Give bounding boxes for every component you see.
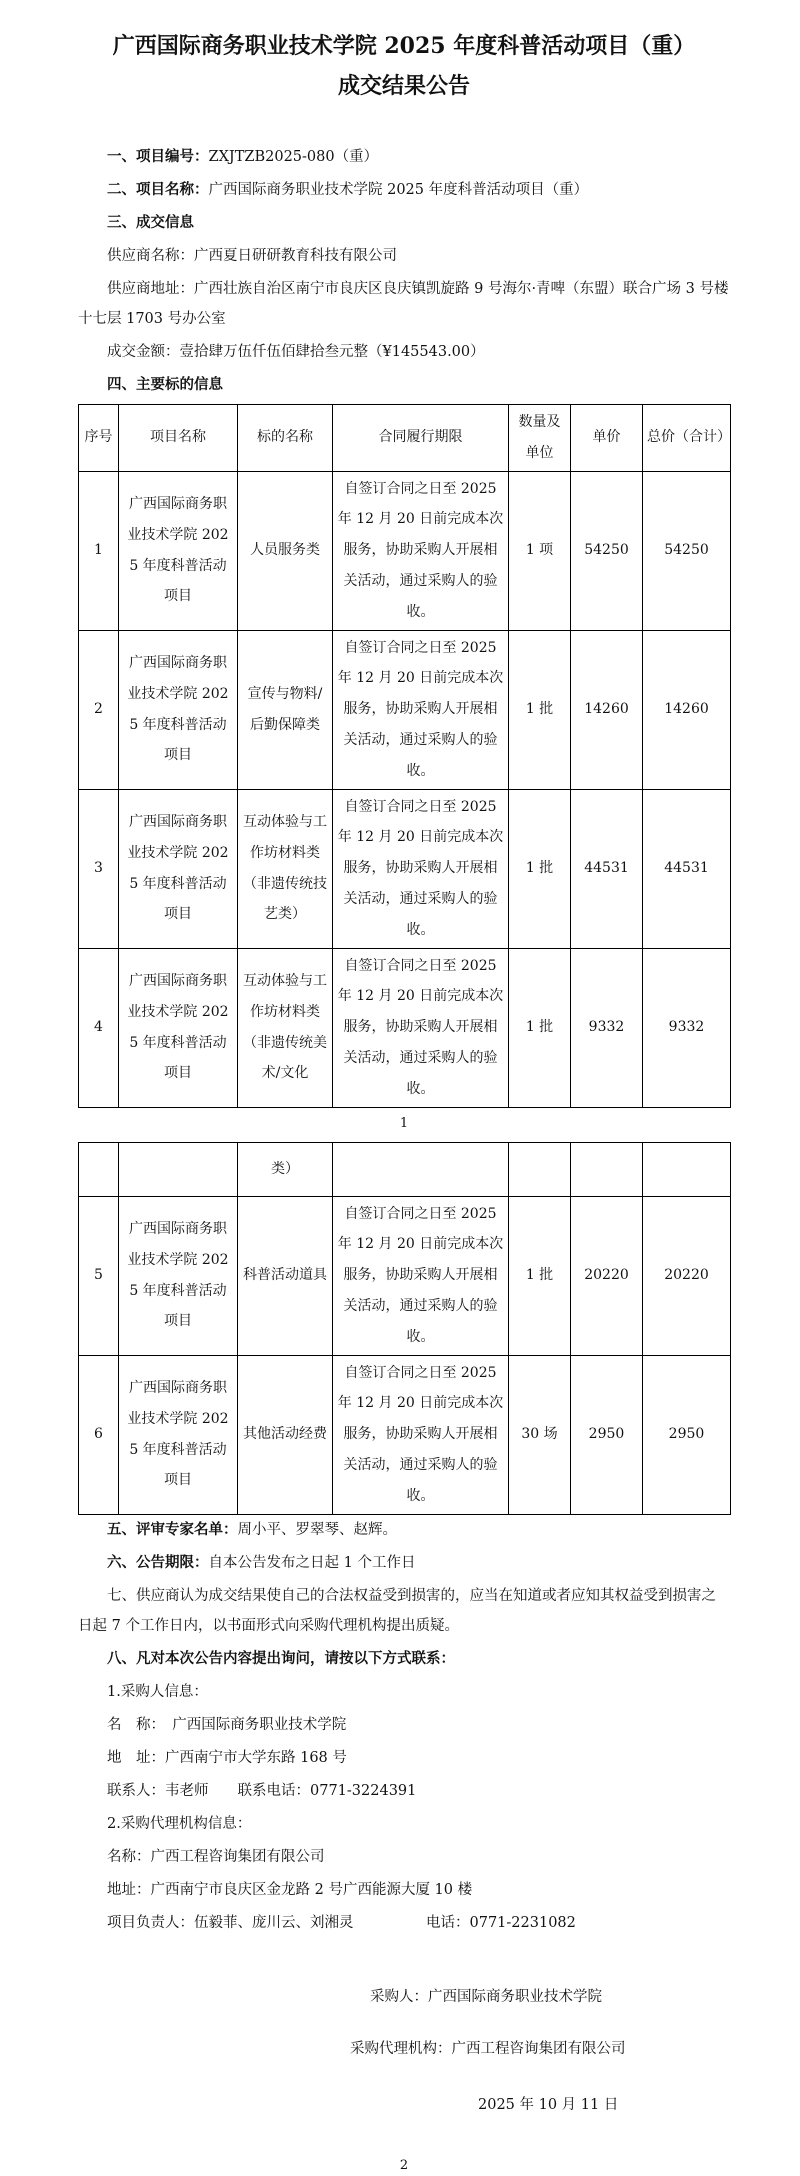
cell-seq: 2 — [79, 630, 119, 789]
buyer-name-line: 名 称： 广西国际商务职业技术学院 — [107, 1716, 347, 1733]
header-qty: 数量及单位 — [509, 405, 571, 472]
page-number-2: 2 — [399, 2157, 409, 2173]
contact-heading: 八、凡对本次公告内容提出询问，请按以下方式联系： — [107, 1649, 455, 1667]
buyer-info-heading: 1.采购人信息： — [107, 1683, 208, 1700]
agency-manager-line: 项目负责人：伍毅菲、庞川云、刘湘灵 电话：0771-2231082 — [107, 1914, 576, 1931]
header-subject: 标的名称 — [238, 405, 333, 472]
header-period: 合同履行期限 — [333, 405, 509, 472]
cell-total — [643, 1142, 731, 1196]
cell-unit-price: 9332 — [571, 948, 643, 1107]
table-header-row — [79, 405, 731, 472]
project-number-label: 一、项目编号： — [107, 148, 209, 165]
cell-qty: 1 批 — [509, 948, 571, 1107]
cell-total: 14260 — [643, 630, 731, 789]
cell-total: 2950 — [643, 1355, 731, 1514]
experts-label: 五、评审专家名单： — [107, 1520, 238, 1538]
signature-agency: 采购代理机构：广西工程咨询集团有限公司 — [350, 2040, 626, 2057]
cell-qty: 1 批 — [509, 1196, 571, 1355]
agency-address-line: 地址：广西南宁市良庆区金龙路 2 号广西能源大厦 10 楼 — [107, 1881, 473, 1898]
table-row — [79, 630, 731, 789]
header-unit-price: 单价 — [571, 405, 643, 472]
supplier-address-line: 供应商地址：广西壮族自治区南宁市良庆区良庆镇凯旋路 9 号海尔·青啤（东盟）联合广场 3 号楼十七层 1703 号办公室 — [78, 281, 729, 327]
cell-project: 广西国际商务职业技术学院 2025 年度科普活动项目 — [119, 1355, 238, 1514]
project-name-label: 二、项目名称： — [107, 181, 209, 198]
cell-total: 20220 — [643, 1196, 731, 1355]
table-row — [79, 1355, 731, 1514]
experts-line — [78, 1515, 730, 1545]
cell-period — [333, 1142, 509, 1196]
agency-info-heading: 2.采购代理机构信息： — [107, 1815, 252, 1832]
cell-project: 广西国际商务职业技术学院 2025 年度科普活动项目 — [119, 948, 238, 1107]
page-number-1: 1 — [399, 1115, 409, 1131]
cell-period: 自签订合同之日至 2025 年 12 月 20 日前完成本次服务，协助采购人开展相关活动，通过采购人的验收。 — [333, 630, 509, 789]
cell-project — [119, 1142, 238, 1196]
header-total: 总价（合计） — [643, 405, 731, 472]
table-row — [79, 1196, 731, 1355]
signature-date: 2025 年 10 月 11 日 — [478, 2096, 619, 2113]
cell-seq: 1 — [79, 471, 119, 630]
project-name-value: 广西国际商务职业技术学院 2025 年度科普活动项目（重） — [208, 182, 589, 198]
cell-seq: 5 — [79, 1196, 119, 1355]
cell-subject: 人员服务类 — [238, 471, 333, 630]
supplier-name-line: 供应商名称：广西夏日研研教育科技有限公司 — [107, 248, 397, 264]
deal-info-heading: 三、成交信息 — [107, 214, 194, 231]
notice-period-label: 六、公告期限： — [107, 1553, 209, 1571]
cell-unit-price: 44531 — [571, 789, 643, 948]
cell-seq: 3 — [79, 789, 119, 948]
cell-qty: 1 项 — [509, 471, 571, 630]
cell-unit-price: 54250 — [571, 471, 643, 630]
cell-project: 广西国际商务职业技术学院 2025 年度科普活动项目 — [119, 789, 238, 948]
cell-period: 自签订合同之日至 2025 年 12 月 20 日前完成本次服务，协助采购人开展相关活动，通过采购人的验收。 — [333, 471, 509, 630]
deal-amount-line: 成交金额：壹拾肆万伍仟伍佰肆拾叁元整（¥145543.00） — [107, 344, 485, 360]
cell-seq — [79, 1142, 119, 1196]
cell-project: 广西国际商务职业技术学院 2025 年度科普活动项目 — [119, 1196, 238, 1355]
subject-table-page2 — [78, 1142, 731, 1515]
cell-subject: 互动体验与工作坊材料类（非遗传统美术/文化 — [238, 948, 333, 1107]
cell-seq: 6 — [79, 1355, 119, 1514]
table-row-continuation — [79, 1142, 731, 1196]
notice-period-value: 自本公告发布之日起 1 个工作日 — [208, 1554, 416, 1571]
cell-unit-price: 20220 — [571, 1196, 643, 1355]
cell-subject-continuation: 类） — [238, 1142, 333, 1196]
header-seq: 序号 — [79, 405, 119, 472]
table-row — [79, 471, 731, 630]
subject-table-page1 — [78, 404, 731, 1108]
cell-total: 44531 — [643, 789, 731, 948]
project-number-line — [78, 142, 730, 172]
signature-buyer: 采购人：广西国际商务职业技术学院 — [370, 1988, 602, 2005]
table-row — [79, 789, 731, 948]
cell-seq: 4 — [79, 948, 119, 1107]
cell-unit-price: 14260 — [571, 630, 643, 789]
buyer-address-line: 地 址：广西南宁市大学东路 168 号 — [107, 1749, 347, 1766]
cell-project: 广西国际商务职业技术学院 2025 年度科普活动项目 — [119, 630, 238, 789]
cell-unit-price — [571, 1142, 643, 1196]
cell-total: 54250 — [643, 471, 731, 630]
notice-period-line — [78, 1548, 730, 1578]
cell-subject: 宣传与物料/后勤保障类 — [238, 630, 333, 789]
page-subtitle: 成交结果公告 — [337, 73, 470, 99]
cell-qty — [509, 1142, 571, 1196]
cell-period: 自签订合同之日至 2025 年 12 月 20 日前完成本次服务，协助采购人开展相关活动，通过采购人的验收。 — [333, 948, 509, 1107]
experts-value: 周小平、罗翠琴、赵辉。 — [237, 1521, 397, 1538]
cell-qty: 1 批 — [509, 630, 571, 789]
cell-unit-price: 2950 — [571, 1355, 643, 1514]
cell-subject: 科普活动道具 — [238, 1196, 333, 1355]
subject-info-heading: 四、主要标的信息 — [107, 376, 223, 393]
cell-qty: 1 批 — [509, 789, 571, 948]
cell-period: 自签订合同之日至 2025 年 12 月 20 日前完成本次服务，协助采购人开展相关活动，通过采购人的验收。 — [333, 1196, 509, 1355]
agency-name-line: 名称：广西工程咨询集团有限公司 — [107, 1848, 325, 1865]
project-number-value: ZXJTZB2025-080（重） — [208, 149, 379, 165]
objection-paragraph: 七、供应商认为成交结果使自己的合法权益受到损害的，应当在知道或者应知其权益受到损害之日起 7 个工作日内，以书面形式向采购代理机构提出质疑。 — [78, 1587, 716, 1634]
title-block — [78, 30, 730, 102]
cell-subject: 互动体验与工作坊材料类（非遗传统技艺类） — [238, 789, 333, 948]
cell-period: 自签订合同之日至 2025 年 12 月 20 日前完成本次服务，协助采购人开展相关活动，通过采购人的验收。 — [333, 1355, 509, 1514]
project-name-line — [78, 175, 730, 205]
cell-project: 广西国际商务职业技术学院 2025 年度科普活动项目 — [119, 471, 238, 630]
table-row — [79, 948, 731, 1107]
cell-qty: 30 场 — [509, 1355, 571, 1514]
header-project: 项目名称 — [119, 405, 238, 472]
cell-total: 9332 — [643, 948, 731, 1107]
buyer-contact-line: 联系人：韦老师 联系电话：0771-3224391 — [107, 1782, 417, 1799]
cell-subject: 其他活动经费 — [238, 1355, 333, 1514]
page-title: 广西国际商务职业技术学院 2025 年度科普活动项目（重） — [112, 33, 696, 59]
cell-period: 自签订合同之日至 2025 年 12 月 20 日前完成本次服务，协助采购人开展相关活动，通过采购人的验收。 — [333, 789, 509, 948]
